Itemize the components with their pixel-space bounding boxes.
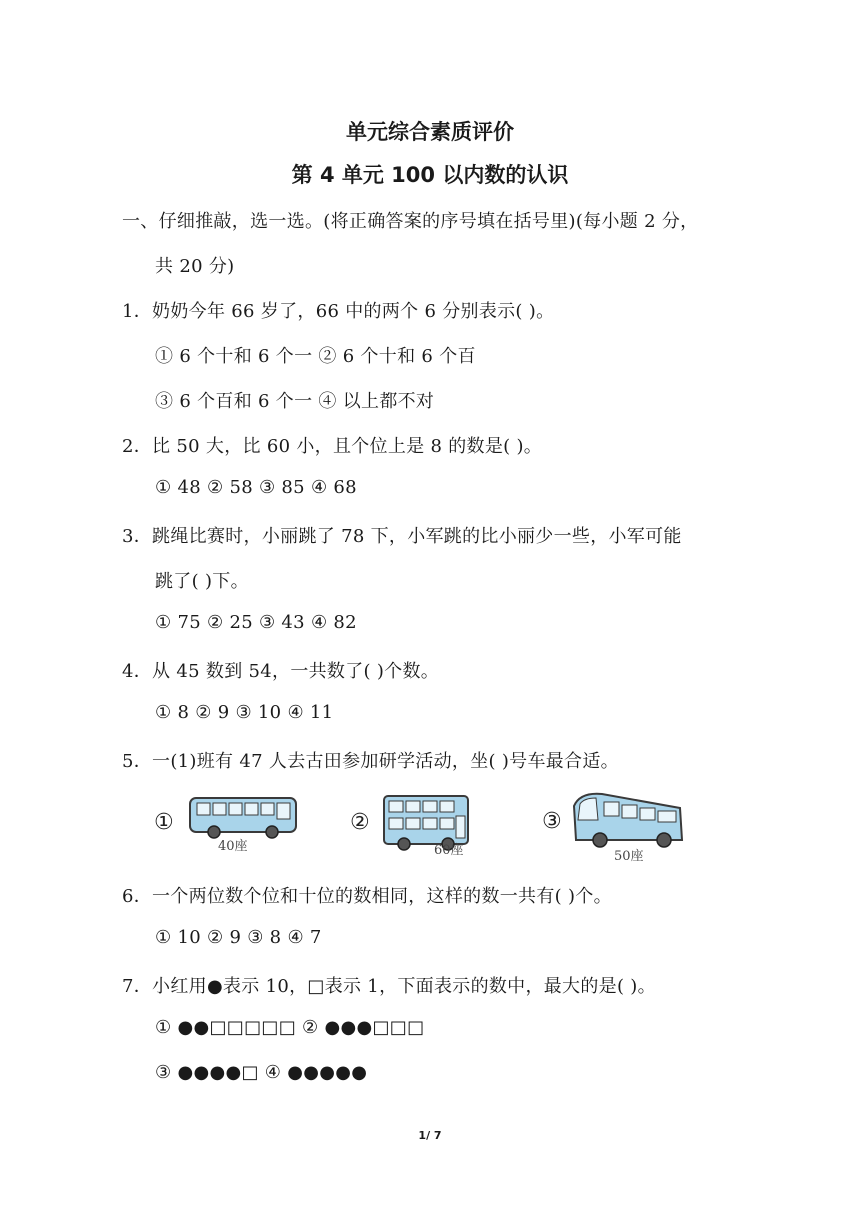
bus-3-marker: ③ <box>542 809 562 834</box>
question-5: 5．一(1)班有 47 人去古田参加研学活动，坐( )号车最合适。 <box>122 751 619 772</box>
question-2: 2．比 50 大，比 60 小，且个位上是 8 的数是( )。 <box>122 436 543 457</box>
question-7-options-a: ① ●●□□□□□ ② ●●●□□□ <box>155 1017 425 1038</box>
question-4-options: ① 8 ② 9 ③ 10 ④ 11 <box>155 702 334 723</box>
bus-3-figure <box>540 786 690 864</box>
bus-1-seats: 40座 <box>218 839 248 854</box>
question-1: 1．奶奶今年 66 岁了，66 中的两个 6 分别表示( )。 <box>122 301 555 322</box>
bus-2-figure <box>348 792 476 858</box>
bus-1-marker: ① <box>154 810 174 835</box>
question-6-options: ① 10 ② 9 ③ 8 ④ 7 <box>155 927 322 948</box>
question-4: 4．从 45 数到 54，一共数了( )个数。 <box>122 661 440 682</box>
question-3-options: ① 75 ② 25 ③ 43 ④ 82 <box>155 612 357 633</box>
section-header-cont: 共 20 分) <box>155 256 235 277</box>
bus-2-seats: 60座 <box>434 843 464 858</box>
question-6: 6．一个两位数个位和十位的数相同，这样的数一共有( )个。 <box>122 886 612 907</box>
question-1-options-b: ③ 6 个百和 6 个一 ④ 以上都不对 <box>155 391 435 412</box>
question-7-options-b: ③ ●●●●□ ④ ●●●●● <box>155 1062 368 1083</box>
page-number: 1/ 7 <box>418 1129 442 1142</box>
question-1-options-a: ① 6 个十和 6 个一 ② 6 个十和 6 个百 <box>155 346 476 367</box>
bus-2-marker: ② <box>350 810 370 835</box>
bus-1-figure <box>150 792 302 854</box>
bus-3-seats: 50座 <box>614 849 644 864</box>
question-2-options: ① 48 ② 58 ③ 85 ④ 68 <box>155 477 357 498</box>
question-3-stem-cont: 跳了( )下。 <box>155 571 249 592</box>
page-subtitle: 第 4 单元 100 以内数的认识 <box>291 163 569 187</box>
question-7: 7．小红用●表示 10，□表示 1，下面表示的数中，最大的是( )。 <box>122 976 656 997</box>
page-title: 单元综合素质评价 <box>346 120 514 144</box>
section-header: 一、仔细推敲，选一选。(将正确答案的序号填在括号里)(每小题 2 分， <box>122 211 699 232</box>
question-3: 3．跳绳比赛时，小丽跳了 78 下，小军跳的比小丽少一些，小军可能 <box>122 526 682 547</box>
